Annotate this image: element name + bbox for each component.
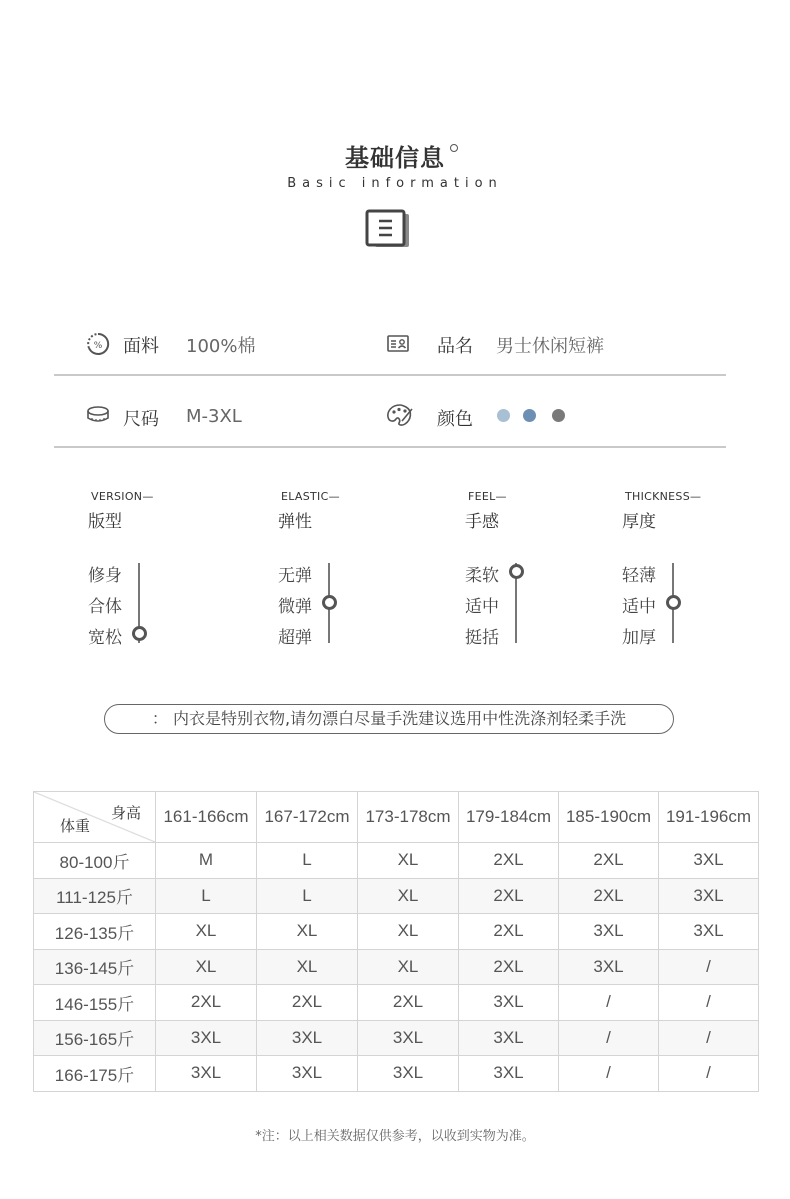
property-name: 厚度 <box>622 512 656 532</box>
size-cell: XL <box>156 914 257 950</box>
scale-option[interactable]: 适中 <box>465 597 499 617</box>
color-swatch-2[interactable] <box>523 409 536 422</box>
column-header: 173-178cm <box>358 792 459 843</box>
property-name: 版型 <box>88 512 122 532</box>
size-cell: L <box>257 878 358 914</box>
size-chart-body <box>34 843 759 1092</box>
column-header: 161-166cm <box>156 792 257 843</box>
property-english-label: ELASTIC— <box>281 490 340 503</box>
scale-option[interactable]: 修身 <box>88 566 122 586</box>
scale-option[interactable]: 挺括 <box>465 628 499 648</box>
divider-line <box>54 446 726 448</box>
size-cell: 3XL <box>659 843 759 879</box>
property-name: 手感 <box>465 512 499 532</box>
weight-range-cell: 80-100斤 <box>34 843 156 879</box>
weight-range-cell: 126-135斤 <box>34 914 156 950</box>
size-cell: XL <box>257 949 358 985</box>
name-value: 男士休闲短裤 <box>496 336 604 357</box>
size-cell: 3XL <box>659 878 759 914</box>
fabric-value: 100%棉 <box>186 336 256 357</box>
scale-option[interactable]: 合体 <box>88 597 122 617</box>
height-axis-label: 身高 <box>110 805 141 822</box>
size-cell: / <box>559 1020 659 1056</box>
size-cell: XL <box>358 914 459 950</box>
size-cell: / <box>659 1056 759 1092</box>
size-cell: / <box>659 985 759 1021</box>
fabric-label: 面料 <box>123 336 159 357</box>
scale-selected-marker <box>322 595 337 610</box>
scale-option[interactable]: 适中 <box>622 597 656 617</box>
column-header: 167-172cm <box>257 792 358 843</box>
size-cell: XL <box>358 949 459 985</box>
size-cell: 2XL <box>156 985 257 1021</box>
scale-option[interactable]: 无弹 <box>278 566 312 586</box>
size-cell: 3XL <box>459 985 559 1021</box>
color-swatch-3[interactable] <box>552 409 565 422</box>
weight-range-cell: 156-165斤 <box>34 1020 156 1056</box>
size-cell: 3XL <box>257 1056 358 1092</box>
size-cell: 3XL <box>459 1056 559 1092</box>
scale-option[interactable]: 宽松 <box>88 628 122 648</box>
property-english-label: THICKNESS— <box>625 490 702 503</box>
svg-text:%: % <box>93 341 103 351</box>
id-card-icon <box>386 332 410 356</box>
table-row <box>34 949 759 985</box>
weight-range-cell: 146-155斤 <box>34 985 156 1021</box>
table-row <box>34 843 759 879</box>
care-notice: ： 内衣是特别衣物,请勿漂白尽量手洗建议选用中性洗涤剂轻柔手洗 <box>104 704 674 734</box>
size-cell: 2XL <box>559 878 659 914</box>
size-cell: 3XL <box>559 949 659 985</box>
size-cell: 2XL <box>459 843 559 879</box>
name-label: 品名 <box>437 336 473 357</box>
table-header-row <box>34 792 759 843</box>
size-cell: 3XL <box>459 1020 559 1056</box>
size-cell: 3XL <box>156 1056 257 1092</box>
table-row <box>34 878 759 914</box>
scale-option[interactable]: 加厚 <box>622 628 656 648</box>
size-value: M-3XL <box>186 406 242 427</box>
size-chart-table <box>33 791 759 1092</box>
scale-option[interactable]: 微弹 <box>278 597 312 617</box>
table-row <box>34 1056 759 1092</box>
size-cell: M <box>156 843 257 879</box>
palette-icon <box>386 403 414 427</box>
document-icon <box>365 209 413 249</box>
size-cell: 2XL <box>257 985 358 1021</box>
footnote: *注：以上相关数据仅供参考，以收到实物为准。 <box>255 1129 535 1144</box>
size-cell: 3XL <box>358 1056 459 1092</box>
size-cell: XL <box>358 843 459 879</box>
size-cell: 2XL <box>459 878 559 914</box>
scale-selected-marker <box>132 626 147 641</box>
size-cell: XL <box>257 914 358 950</box>
page-title: 基础信息 <box>345 144 445 172</box>
size-cell: / <box>659 949 759 985</box>
column-header: 185-190cm <box>559 792 659 843</box>
scale-selected-marker <box>509 564 524 579</box>
table-row <box>34 1020 759 1056</box>
column-header: 179-184cm <box>459 792 559 843</box>
table-row <box>34 914 759 950</box>
weight-axis-label: 体重 <box>60 818 91 835</box>
property-english-label: FEEL— <box>468 490 507 503</box>
tape-measure-icon <box>86 403 110 427</box>
table-corner-cell <box>34 792 156 843</box>
size-cell: 2XL <box>358 985 459 1021</box>
size-cell: 3XL <box>559 914 659 950</box>
color-swatch-1[interactable] <box>497 409 510 422</box>
weight-range-cell: 166-175斤 <box>34 1056 156 1092</box>
size-cell: / <box>559 985 659 1021</box>
column-header: 191-196cm <box>659 792 759 843</box>
weight-range-cell: 136-145斤 <box>34 949 156 985</box>
size-cell: L <box>257 843 358 879</box>
size-cell: 3XL <box>156 1020 257 1056</box>
divider-line <box>54 374 726 376</box>
scale-option[interactable]: 超弹 <box>278 628 312 648</box>
property-english-label: VERSION— <box>91 490 154 503</box>
weight-range-cell: 111-125斤 <box>34 878 156 914</box>
percent-badge-icon <box>86 332 110 356</box>
property-name: 弹性 <box>278 512 312 532</box>
size-cell: 2XL <box>459 949 559 985</box>
size-cell: 3XL <box>659 914 759 950</box>
scale-option[interactable]: 轻薄 <box>622 566 656 586</box>
size-cell: / <box>659 1020 759 1056</box>
page-subtitle: Basic information <box>287 176 503 191</box>
size-cell: / <box>559 1056 659 1092</box>
size-cell: L <box>156 878 257 914</box>
table-row <box>34 985 759 1021</box>
color-label: 颜色 <box>437 409 473 430</box>
size-cell: 2XL <box>559 843 659 879</box>
title-dot-ornament <box>450 144 458 152</box>
size-label: 尺码 <box>123 409 159 430</box>
size-cell: 3XL <box>257 1020 358 1056</box>
size-cell: 2XL <box>459 914 559 950</box>
size-cell: 3XL <box>358 1020 459 1056</box>
scale-selected-marker <box>666 595 681 610</box>
size-cell: XL <box>358 878 459 914</box>
size-cell: XL <box>156 949 257 985</box>
scale-option[interactable]: 柔软 <box>465 566 499 586</box>
